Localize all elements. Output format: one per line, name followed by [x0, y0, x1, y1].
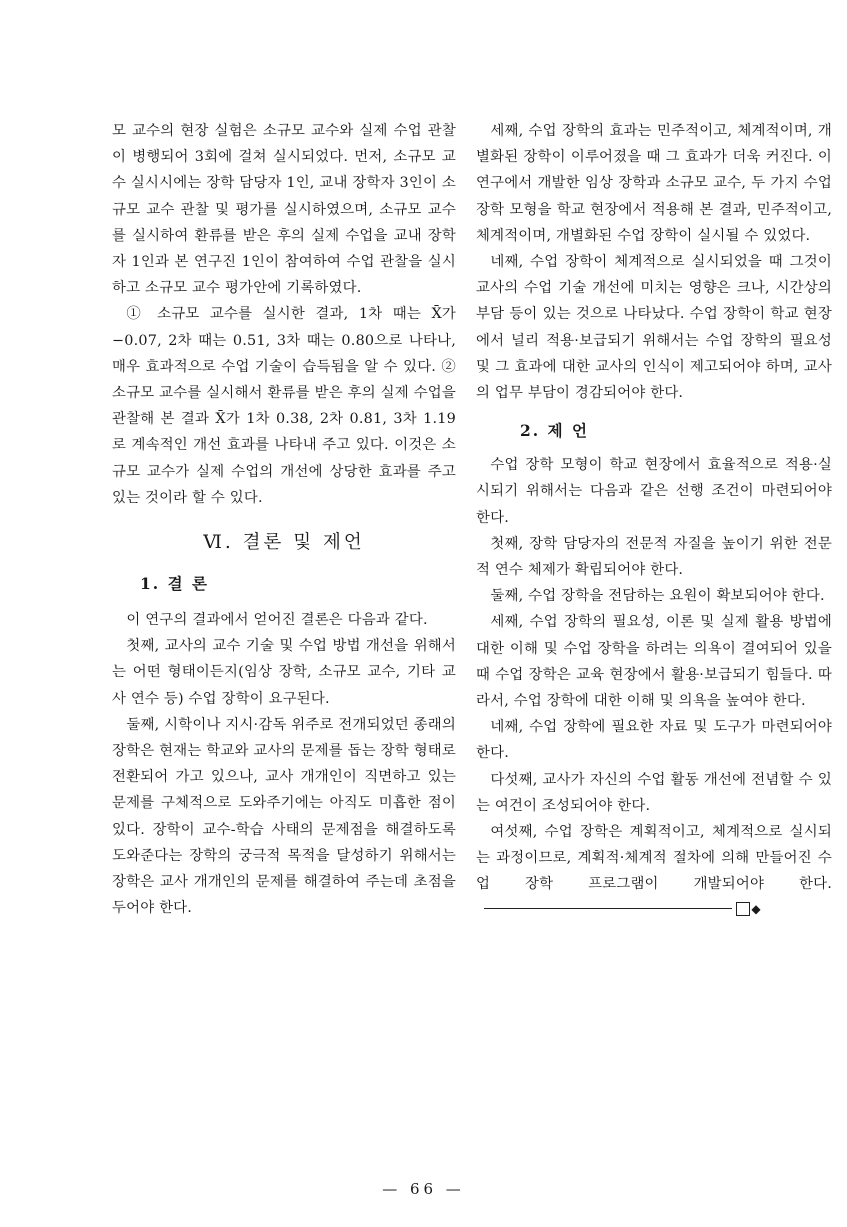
diamond-in-square-icon: ◆	[736, 902, 750, 916]
paragraph: 둘째, 시학이나 지시·감독 위주로 전개되었던 종래의 장학은 현재는 학교와 교사의 문제를 돕는 장학 형태로 전환되어 가고 있으나, 교사 개개인이 직면하고 있는 문제를 구체적으로 도와주기에는 아직도 미흡한 점이 있다. 장학이 교수-학습 사태의 문제점을 해결하도록 도와준다는 장학의 궁극적 목적을 달성하기 위해서는 장학은 교사 개개인의 문제를 해결하여 주는데 초점을 두어야 한다.	[112, 716, 456, 917]
left-column	[112, 118, 456, 921]
paragraph: 둘째, 수업 장학을 전담하는 요원이 확보되어야 한다.	[490, 588, 825, 605]
paragraph: ① 소규모 교수를 실시한 결과, 1차 때는 X̄가 −0.07, 2차 때는 0.51, 3차 때는 0.80으로 나타나, 매우 효과적으로 수업 기술이 습득됨을 알 수 있다. ② 소규모 교수를 실시해서 환류를 받은 후의 실제 수업을 관찰해 본 결과 X̄가 1차 0.38, 2차 0.81, 3차 1.19로 계속적인 개선 효과를 나타내 주고 있다. 이것은 소규모 교수가 실제 수업의 개선에 상당한 효과를 주고 있는 것이라 할 수 있다.	[112, 306, 456, 506]
paragraph: 네째, 수업 장학에 필요한 자료 및 도구가 마련되어야 한다.	[476, 719, 832, 762]
page-number: — 66 —	[382, 1180, 465, 1198]
paragraph: 이 연구의 결과에서 얻어진 결론은 다음과 같다.	[126, 612, 428, 629]
paragraph-text: 여섯째, 수업 장학은 계획적이고, 체계적으로 실시되는 과정이므로, 계획적·체계적 절차에 의해 만들어진 수업 장학 프로그램이 개발되어야 한다.	[476, 824, 832, 893]
paragraph: 모 교수의 현장 실험은 소규모 교수와 실제 수업 관찰이 병행되어 3회에 걸쳐 실시되었다. 먼저, 소규모 교수 실시시에는 장학 담당자 1인, 교내 장학자 3인이 소규모 교수 관찰 및 평가를 실시하였으며, 소규모 교수를 실시하여 환류를 받은 후의 실제 수업을 교내 장학자 1인과 본 연구진 1인이 참여하여 수업 관찰을 실시하고 소규모 교수 평가안에 기록하였다.	[112, 123, 456, 297]
paragraph: 다섯째, 교사가 자신의 수업 활동 개선에 전념할 수 있는 여건이 조성되어야 한다.	[476, 771, 832, 814]
paragraph: 첫째, 장학 담당자의 전문적 자질을 높이기 위한 전문적 연수 체제가 확립되어야 한다.	[476, 535, 832, 579]
section-title-suggestions: 2. 제 언	[520, 421, 589, 441]
section-title-conclusion: 1. 결 론	[140, 574, 209, 594]
paragraph: 세째, 수업 장학의 효과는 민주적이고, 체계적이며, 개별화된 장학이 이루어졌을 때 그 효과가 더욱 커진다. 이 연구에서 개발한 임상 장학과 소규모 교수, 두 가지 수업 장학 모형을 학교 현장에서 적용해 본 결과, 민주적이고, 체계적이며, 개별화된 수업 장학이 실시될 수 있었다.	[476, 123, 832, 244]
paragraph: 첫째, 교사의 교수 기술 및 수업 방법 개선을 위해서는 어떤 형태이든지(임상 장학, 소규모 교수, 기타 교사 연수 등) 수업 장학이 요구된다.	[112, 638, 456, 707]
paragraph: 네째, 수업 장학이 체계적으로 실시되었을 때 그것이 교사의 수업 기술 개선에 미치는 영향은 크나, 시간상의 부담 등이 있는 것으로 나타났다. 수업 장학이 학교 현장에서 널리 적용·보급되기 위해서는 수업 장학의 필요성 및 그 효과에 대한 교사의 인식이 제고되어야 하며, 교사의 업무 부담이 경감되어야 한다.	[476, 254, 832, 402]
paragraph: 수업 장학 모형이 학교 현장에서 효율적으로 적용·실시되기 위해서는 다음과 같은 선행 조건이 마련되어야 한다.	[476, 457, 832, 526]
end-rule	[484, 908, 732, 909]
chapter-title: Ⅵ. 결론 및 제언	[203, 532, 365, 554]
right-column	[476, 118, 832, 924]
paragraph: 세째, 수업 장학의 필요성, 이론 및 실제 활용 방법에 대한 이해 및 수업 장학을 하려는 의욕이 결여되어 있을 때 수업 장학은 교육 현장에서 활용·보급되기 힘들다. 따라서, 수업 장학에 대한 이해 및 의욕을 높여야 한다.	[476, 614, 832, 710]
paragraph-last	[476, 819, 832, 924]
